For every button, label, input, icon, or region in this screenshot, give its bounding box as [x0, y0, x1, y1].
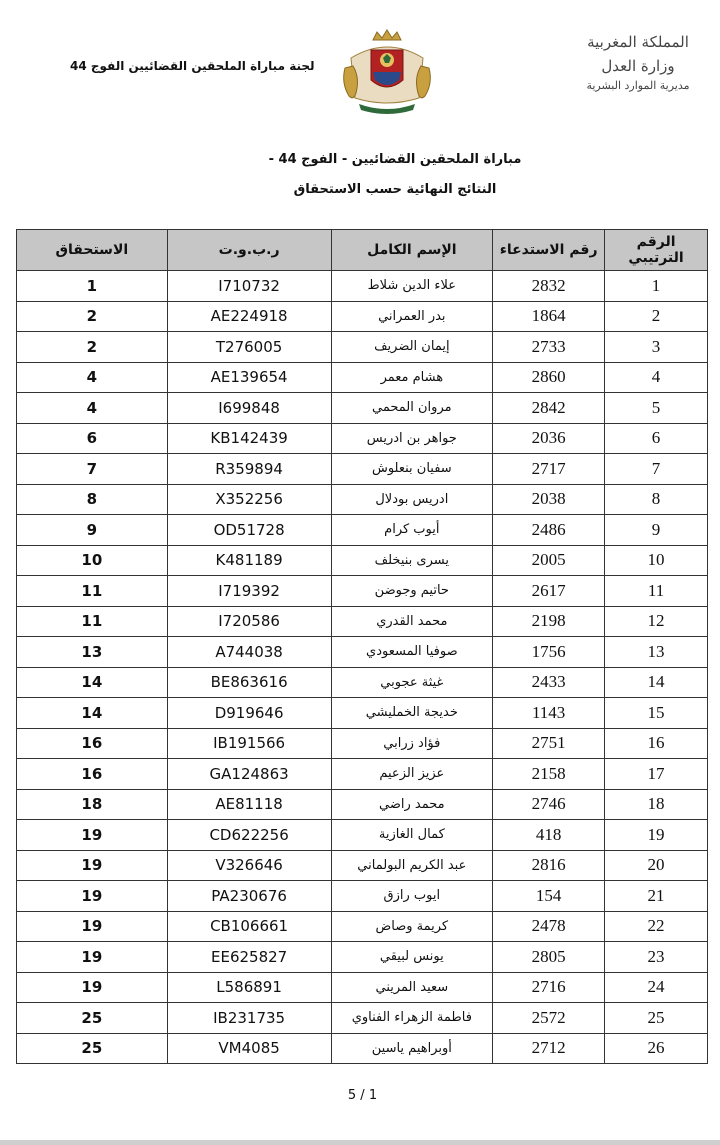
cell-merit: 7: [17, 454, 168, 485]
table-row: [17, 1003, 708, 1034]
cell-national-id: IB191566: [167, 728, 331, 759]
header-merit: الاستحقاق: [17, 230, 168, 271]
table-row: [17, 881, 708, 912]
cell-full-name: عبد الكريم البولماني: [331, 850, 493, 881]
cell-convocation: 154: [493, 881, 605, 912]
cell-convocation: 2005: [493, 545, 605, 576]
cell-full-name: سفيان بنعلوش: [331, 454, 493, 485]
cell-rank: 17: [605, 759, 708, 790]
cell-convocation: 2712: [493, 1033, 605, 1064]
cell-national-id: I710732: [167, 271, 331, 302]
cell-full-name: سعيد المريني: [331, 972, 493, 1003]
cell-rank: 10: [605, 545, 708, 576]
cell-full-name: علاء الدين شلاط: [331, 271, 493, 302]
cell-national-id: CD622256: [167, 820, 331, 851]
cell-rank: 11: [605, 576, 708, 607]
cell-convocation: 2816: [493, 850, 605, 881]
cell-merit: 25: [17, 1003, 168, 1034]
cell-national-id: OD51728: [167, 515, 331, 546]
cell-merit: 4: [17, 362, 168, 393]
cell-rank: 2: [605, 301, 708, 332]
cell-rank: 25: [605, 1003, 708, 1034]
page-number: 5 / 1: [347, 1088, 378, 1103]
cell-rank: 26: [605, 1033, 708, 1064]
cell-convocation: 2716: [493, 972, 605, 1003]
cell-rank: 13: [605, 637, 708, 668]
cell-merit: 10: [17, 545, 168, 576]
cell-rank: 1: [605, 271, 708, 302]
ministry-line: مديرية الموارد البشرية: [586, 79, 690, 92]
header-national-id: ر.ب.و.ت: [167, 230, 331, 271]
cell-merit: 8: [17, 484, 168, 515]
cell-national-id: D919646: [167, 698, 331, 729]
cell-rank: 7: [605, 454, 708, 485]
cell-rank: 22: [605, 911, 708, 942]
cell-full-name: أوبراهيم ياسين: [331, 1033, 493, 1064]
cell-rank: 3: [605, 332, 708, 363]
cell-merit: 2: [17, 301, 168, 332]
bottom-edge: [0, 1140, 720, 1145]
cell-national-id: V326646: [167, 850, 331, 881]
table-row: [17, 362, 708, 393]
cell-full-name: كريمة وصاض: [331, 911, 493, 942]
cell-national-id: EE625827: [167, 942, 331, 973]
table-row: [17, 728, 708, 759]
cell-national-id: VM4085: [167, 1033, 331, 1064]
table-row: [17, 606, 708, 637]
cell-national-id: X352256: [167, 484, 331, 515]
cell-full-name: يونس لبيقي: [331, 942, 493, 973]
cell-convocation: 1756: [493, 637, 605, 668]
cell-national-id: A744038: [167, 637, 331, 668]
cell-merit: 25: [17, 1033, 168, 1064]
cell-merit: 11: [17, 606, 168, 637]
cell-merit: 19: [17, 820, 168, 851]
cell-merit: 19: [17, 911, 168, 942]
cell-convocation: 2486: [493, 515, 605, 546]
document-subtitle: النتائج النهائية حسب الاستحقاق: [293, 182, 497, 197]
cell-rank: 15: [605, 698, 708, 729]
cell-convocation: 2717: [493, 454, 605, 485]
table-row: [17, 301, 708, 332]
cell-convocation: 418: [493, 820, 605, 851]
cell-national-id: IB231735: [167, 1003, 331, 1034]
table-row: [17, 576, 708, 607]
table-row: [17, 850, 708, 881]
table-row: [17, 759, 708, 790]
cell-rank: 4: [605, 362, 708, 393]
cell-rank: 5: [605, 393, 708, 424]
cell-rank: 21: [605, 881, 708, 912]
cell-rank: 23: [605, 942, 708, 973]
cell-national-id: GA124863: [167, 759, 331, 790]
cell-national-id: I699848: [167, 393, 331, 424]
cell-full-name: غيثة عجوبي: [331, 667, 493, 698]
cell-convocation: 2572: [493, 1003, 605, 1034]
table-row: [17, 271, 708, 302]
cell-full-name: هشام معمر: [331, 362, 493, 393]
header-convocation: رقم الاستدعاء: [493, 230, 605, 271]
cell-merit: 1: [17, 271, 168, 302]
table-row: [17, 820, 708, 851]
cell-convocation: 1864: [493, 301, 605, 332]
cell-rank: 9: [605, 515, 708, 546]
ministry-line: وزارة العدل: [601, 57, 675, 75]
cell-rank: 19: [605, 820, 708, 851]
results-table: [16, 229, 708, 1064]
cell-convocation: 2860: [493, 362, 605, 393]
cell-merit: 2: [17, 332, 168, 363]
cell-merit: 16: [17, 728, 168, 759]
cell-merit: 9: [17, 515, 168, 546]
cell-rank: 24: [605, 972, 708, 1003]
cell-convocation: 2805: [493, 942, 605, 973]
cell-full-name: إيمان الضريف: [331, 332, 493, 363]
cell-rank: 8: [605, 484, 708, 515]
cell-convocation: 2751: [493, 728, 605, 759]
cell-full-name: ادريس بودلال: [331, 484, 493, 515]
header-full-name: الإسم الكامل: [331, 230, 493, 271]
cell-convocation: 2036: [493, 423, 605, 454]
cell-convocation: 2158: [493, 759, 605, 790]
table-row: [17, 332, 708, 363]
cell-merit: 16: [17, 759, 168, 790]
committee-label: لجنة مباراة الملحقين القضائيين الفوج 44: [70, 59, 315, 73]
table-row: [17, 1033, 708, 1064]
cell-national-id: L586891: [167, 972, 331, 1003]
table-row: [17, 454, 708, 485]
cell-full-name: حاتيم وجوضن: [331, 576, 493, 607]
table-row: [17, 789, 708, 820]
cell-rank: 12: [605, 606, 708, 637]
cell-convocation: 2478: [493, 911, 605, 942]
header-rank: الرقم الترتيبي: [605, 230, 708, 271]
cell-national-id: CB106661: [167, 911, 331, 942]
ministry-line: المملكة المغربية: [587, 33, 689, 51]
cell-full-name: فؤاد زرابي: [331, 728, 493, 759]
cell-full-name: جواهر بن ادريس: [331, 423, 493, 454]
cell-convocation: 1143: [493, 698, 605, 729]
cell-full-name: مروان المحمي: [331, 393, 493, 424]
cell-national-id: I720586: [167, 606, 331, 637]
cell-national-id: AE224918: [167, 301, 331, 332]
cell-convocation: 2198: [493, 606, 605, 637]
cell-merit: 13: [17, 637, 168, 668]
cell-merit: 19: [17, 881, 168, 912]
cell-merit: 4: [17, 393, 168, 424]
coat-of-arms-icon: [337, 28, 437, 118]
cell-full-name: كمال الغازية: [331, 820, 493, 851]
cell-full-name: أيوب كرام: [331, 515, 493, 546]
cell-full-name: محمد راضي: [331, 789, 493, 820]
cell-national-id: AE81118: [167, 789, 331, 820]
table-row: [17, 545, 708, 576]
cell-full-name: خديجة الخمليشي: [331, 698, 493, 729]
cell-rank: 6: [605, 423, 708, 454]
table-row: [17, 698, 708, 729]
cell-national-id: KB142439: [167, 423, 331, 454]
cell-convocation: 2733: [493, 332, 605, 363]
cell-full-name: عزيز الزعيم: [331, 759, 493, 790]
ministry-header: [578, 30, 698, 94]
cell-national-id: AE139654: [167, 362, 331, 393]
table-row: [17, 942, 708, 973]
cell-convocation: 2617: [493, 576, 605, 607]
cell-full-name: بدر العمراني: [331, 301, 493, 332]
cell-rank: 14: [605, 667, 708, 698]
cell-national-id: T276005: [167, 332, 331, 363]
cell-full-name: فاطمة الزهراء الفناوي: [331, 1003, 493, 1034]
cell-national-id: I719392: [167, 576, 331, 607]
cell-convocation: 2038: [493, 484, 605, 515]
cell-rank: 20: [605, 850, 708, 881]
table-row: [17, 393, 708, 424]
cell-convocation: 2832: [493, 271, 605, 302]
table-row: [17, 972, 708, 1003]
document-title: مباراة الملحقين القضائيين - الفوج 44 -: [268, 152, 522, 167]
cell-full-name: صوفيا المسعودي: [331, 637, 493, 668]
cell-merit: 19: [17, 850, 168, 881]
cell-full-name: ايوب رازق: [331, 881, 493, 912]
cell-merit: 6: [17, 423, 168, 454]
cell-merit: 14: [17, 667, 168, 698]
table-row: [17, 515, 708, 546]
table-row: [17, 667, 708, 698]
cell-national-id: PA230676: [167, 881, 331, 912]
table-row: [17, 484, 708, 515]
cell-national-id: R359894: [167, 454, 331, 485]
cell-national-id: BE863616: [167, 667, 331, 698]
table-header-row: [17, 230, 708, 271]
cell-full-name: محمد القدري: [331, 606, 493, 637]
cell-national-id: K481189: [167, 545, 331, 576]
table-row: [17, 637, 708, 668]
table-row: [17, 911, 708, 942]
cell-merit: 11: [17, 576, 168, 607]
table-body: [17, 271, 708, 1064]
cell-rank: 18: [605, 789, 708, 820]
table-row: [17, 423, 708, 454]
cell-merit: 19: [17, 972, 168, 1003]
cell-merit: 14: [17, 698, 168, 729]
cell-rank: 16: [605, 728, 708, 759]
cell-full-name: يسرى بنيخلف: [331, 545, 493, 576]
cell-convocation: 2746: [493, 789, 605, 820]
cell-merit: 19: [17, 942, 168, 973]
cell-convocation: 2842: [493, 393, 605, 424]
cell-merit: 18: [17, 789, 168, 820]
cell-convocation: 2433: [493, 667, 605, 698]
